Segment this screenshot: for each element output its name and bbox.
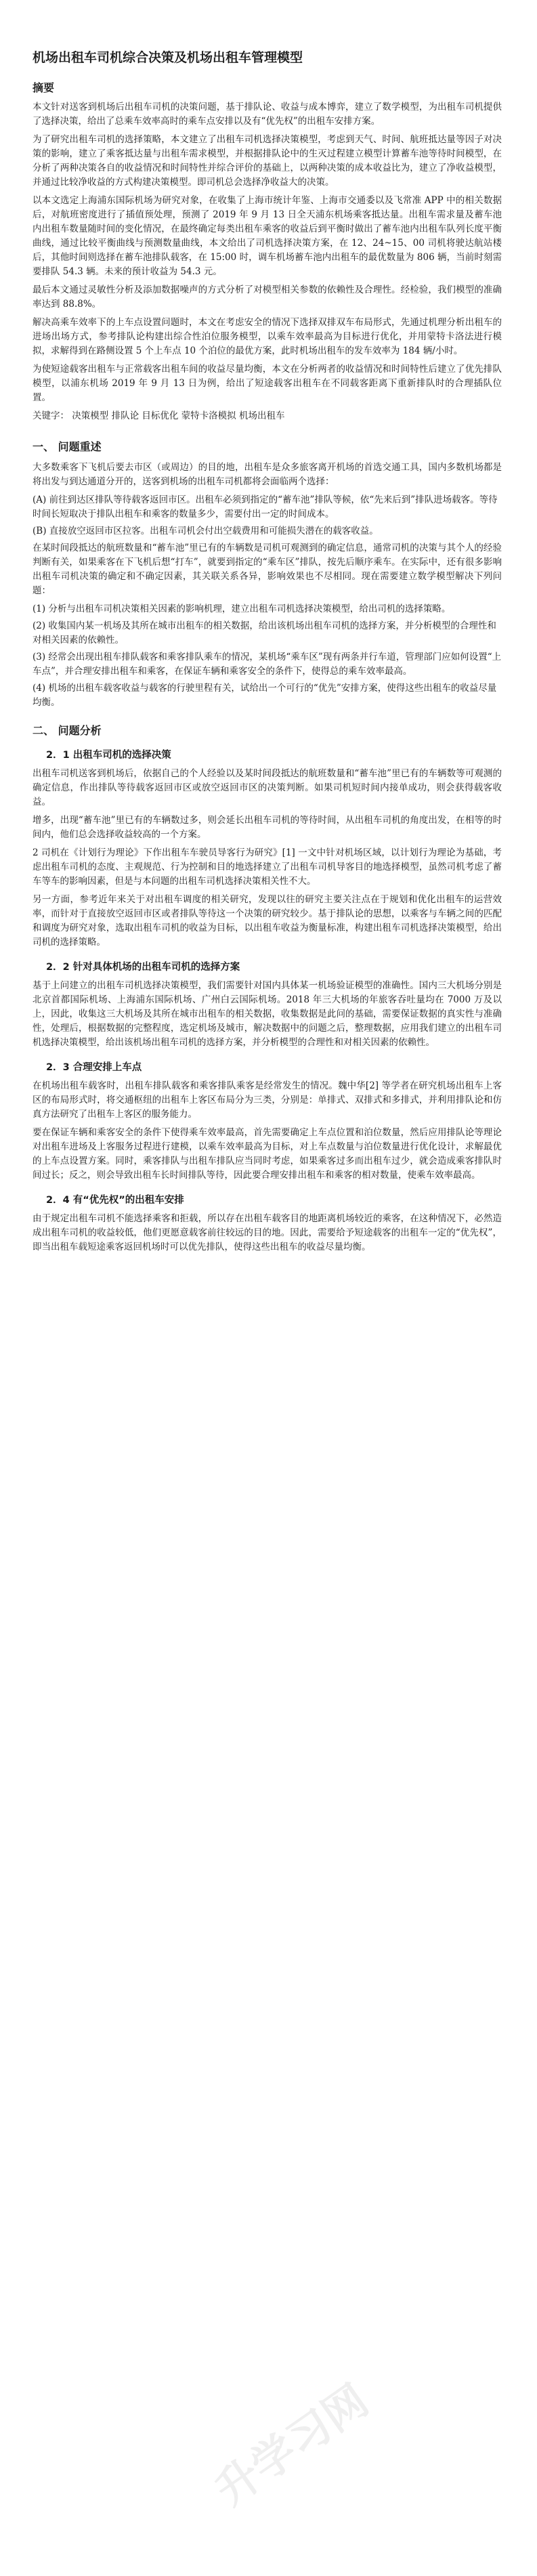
question-item: (3) 经常会出现出租车排队载客和乘客排队乘车的情况，某机场“乘车区”现有两条并行车道，管理部门应如何设置“上车点”，并合理安排出租车和乘客，在保证车辆和乘客安全的条件下，使得总的乘车效率最高。 [33, 652, 502, 677]
subsection-heading: 2．2 针对具体机场的出租车司机的选择方案 [46, 962, 240, 973]
section-paragraph: 在某时间段抵达的航班数量和“蓄车池”里已有的车辆数是司机可观测到的确定信息，通常司机的决策与其个人的经验判断有关，如果乘客在下飞机后想“打车”，就要到指定的“乘车区”排队，按先后顺序乘车。在实际中，还有很多影响出租车司机决策的确定和不确定因素，其关联关系各异，影响效果也不尽相同。现在需要建立数学模型解决下列问题： [33, 543, 502, 596]
subsection-heading: 2．3 合理安排上车点 [46, 1062, 142, 1073]
subsection-paragraph: 增多，出现“蓄车池”里已有的车辆数过多，则会延长出租车司机的等待时间，从出租车司机的角度出发，在相等的时间内，他们总会选择收益较高的一个方案。 [33, 815, 502, 840]
subsection-paragraph: 另一方面，参考近年来关于对出租车调度的相关研究，发现以往的研究主要关注点在于规划和优化出租车的运营效率，而针对于直接放空返回市区或者排队等待这一个决策的研究较少。基于排队论的思想，以乘客与车辆之间的匹配和调度为研究对象，选取出租车司机的收益为目标，以出租车收益为衡量标准，构建出租车司机选择决策模型，给出司机的选择策略。 [33, 894, 502, 948]
abstract-paragraph: 本文针对送客到机场后出租车司机的决策问题，基于排队论、收益与成本博弈，建立了数学模型，为出租车司机提供了选择决策，给出了总乘车效率高时的乘车点安排以及有“优先权”的出租车安排方案。 [33, 102, 502, 127]
subsection-paragraph: 由于规定出租车司机不能选择乘客和拒载，所以存在出租车载客目的地距离机场较近的乘客，在这种情况下，必然造成出租车司机的收益较低，他们更愿意载客前往较远的目的地。因此，需要给予短途载客的出租车一定的“优先权”，即当出租车载短途乘客返回机场时可以优先排队，使得这些出租车的收益尽量均衡。 [33, 1213, 502, 1252]
watermark: 升学习网 [207, 2376, 378, 2516]
document-title: 机场出租车司机综合决策及机场出租车管理模型 [33, 50, 303, 65]
section-paragraph: 大多数乘客下飞机后要去市区（或周边）的目的地，出租车是众多旅客离开机场的首选交通工具，国内多数机场都是将出发与到达通道分开的，送客到机场的出租车司机都将会面临两个选择： [33, 462, 502, 487]
subsection-heading: 2．1 出租车司机的选择决策 [46, 750, 171, 761]
abstract-paragraph: 为了研究出租车司机的选择策略，本文建立了出租车司机选择决策模型，考虑到天气、时间、航班抵达量等因子对决策的影响，建立了乘客抵达量与出租车需求模型，并根据排队论中的生灭过程建立模型计算蓄车池等待时间模型，在分析了两种决策各自的收益情况和时间特性并综合评价的基础上，以两种决策的成本收益比为，建立了净收益模型，并通过比较净收益的方式构建决策模型。即司机总会选择净收益大的决策。 [33, 134, 502, 188]
subsection-heading: 2．4 有“优先权”的出租车安排 [46, 1195, 184, 1206]
abstract-paragraph: 以本文选定上海浦东国际机场为研究对象，在收集了上海市统计年鉴、上海市交通委以及飞常准 APP 中的相关数据后，对航班密度进行了插值预处理，预测了 2019 年 9 月 13 日全天浦东机场乘客抵达量。出租车需求量及蓄车池内出租车数量随时间的变化情况，在最终确定每类出租车乘客的收益后到平衡时做出了蓄车池内出租车队列长度平衡曲线，通过比较平衡曲线与预测数量曲线，本文给出了司机选择决策方案，在 12、24~15、00 司机将驶达航站楼后，其他时间则选择在蓄车池排队载客，在 15:00 时，调车机场蓄车池内出租车的最优数量为 806 辆，当前时刻需要排队 54.3 辆。未来的预计收益为 54.3 元。 [33, 195, 502, 277]
abstract-paragraph: 解决高乘车效率下的上车点设置问题时，本文在考虑安全的情况下选择双排双车布局形式，先通过机理分析出租车的进场出场方式，参考排队论构建出综合性泊位服务模型，以乘车效率最高为目标进行优化，并用蒙特卡洛法进行模拟，求解得到在路侧设置 5 个上车点 10 个泊位的最优方案，此时机场出租车的发车效率为 184 辆/小时。 [33, 317, 502, 356]
abstract-paragraph: 为使短途载客出租车与正常载客出租车间的收益尽量均衡，本文在分析两者的收益情况和时间特性后建立了优先排队模型，以浦东机场 2019 年 9 月 13 日为例，给出了短途载客出租车在不同载客距离下重新排队时的合理插队位置。 [33, 364, 502, 403]
question-item: (2) 收集国内某一机场及其所在城市出租车的相关数据，给出该机场出租车司机的选择方案，并分析模型的合理性和对相关因素的依赖性。 [33, 620, 496, 646]
question-item: (4) 机场的出租车载客收益与载客的行驶里程有关，试给出一个可行的“优先”安排方案，使得这些出租车的收益尽量均衡。 [33, 683, 497, 708]
subsection-paragraph: 基于上问建立的出租车司机选择决策模型，我们需要针对国内具体某一机场验证模型的准确性。国内三大机场分别是北京首都国际机场、上海浦东国际机场、广州白云国际机场。2018 年三大机场的年旅客吞吐量均在 7000 万及以上，因此，收集这三大机场及其所在城市出租车的相关数据，收集数据是此问的基础，需要保证数据的真实性与准确性，处理后，根据数据的完整程度，选定机场及城市，解决数据中的问题之后，整理数据，应用我们建立的出租车司机选择决策模型，给出该机场出租车司机的选择方案，并分析模型的合理性和对相关因素的依赖性。 [33, 980, 502, 1048]
section-heading: 一、 问题重述 [33, 440, 102, 453]
abstract-heading: 摘要 [33, 81, 55, 94]
subsection-paragraph: 2 司机在《计划行为理论》下作出租车车驶员导客行为研究》[1] 一文中针对机场区域，以计划行为理论为基础，考虑出租车司机的态度、主观规范、行为控制和目的地选择建立了出租车司机导客目的地选择模型，虽然司机考虑了蓄车等车的影响因素，但是与本问题的出租车司机选择决策相关性不大。 [33, 847, 502, 887]
subsection-paragraph: 在机场出租车载客时，出租车排队载客和乘客排队乘客是经常发生的情况。魏中华[2] 等学者在研究机场出租车上客区的布局形式时，将交通枢纽的出租车上客区布局分为三类，分别是：单排式、双排式和多排式，并利用排队论和仿真方法研究了出租车上客区的服务能力。 [33, 1080, 502, 1120]
option-item: (B) 直接放空返回市区拉客。出租车司机会付出空载费用和可能损失潜在的载客收益。 [33, 526, 379, 536]
abstract-body [33, 100, 502, 405]
subsection-paragraph: 出租车司机送客到机场后，依据自己的个人经验以及某时间段抵达的航班数量和“蓄车池”里已有的车辆数等可观测的确定信息，作出排队等待载客返回市区或放空返回市区的决策判断。如果司机短时间内接单成功，则会获得载客收益。 [33, 768, 502, 807]
keywords-line: 关键字： 决策模型 排队论 目标优化 蒙特卡洛模拟 机场出租车 [33, 410, 285, 421]
subsection-paragraph: 要在保证车辆和乘客安全的条件下使得乘车效率最高，首先需要确定上车点位置和泊位数量，然后应用排队论等理论对出租车进场及上客服务过程进行建模，以乘车效率最高为目标，对上车点数量与泊位数量进行优化设计，求解最优的上车点设置方案。同时，乘客排队与出租车排队应当同时考虑，如果乘客过多而出租车过少，就会造成乘客排队时间过长；反之，则会导致出租车长时间排队等待，因此要合理安排出租车和乘客的相对数量，使乘车效率最高。 [33, 1127, 502, 1181]
section-heading: 二、 问题分析 [33, 724, 102, 737]
option-item: (A) 前往到达区排队等待载客返回市区。出租车必须到指定的“蓄车池”排队等候，依“先来后到”排队进场载客。等待时间长短取决于排队出租车和乘客的数量多少，需要付出一定的时间成本。 [33, 494, 498, 520]
question-item: (1) 分析与出租车司机决策相关因素的影响机理，建立出租车司机选择决策模型，给出司机的选择策略。 [33, 604, 451, 614]
section-problem-restatement [33, 438, 502, 710]
abstract-paragraph: 最后本文通过灵敏性分析及添加数据噪声的方式分析了对模型相关参数的依赖性及合理性。经检验，我们模型的准确率达到 88.8%。 [33, 284, 502, 310]
section-problem-analysis [33, 722, 502, 1254]
